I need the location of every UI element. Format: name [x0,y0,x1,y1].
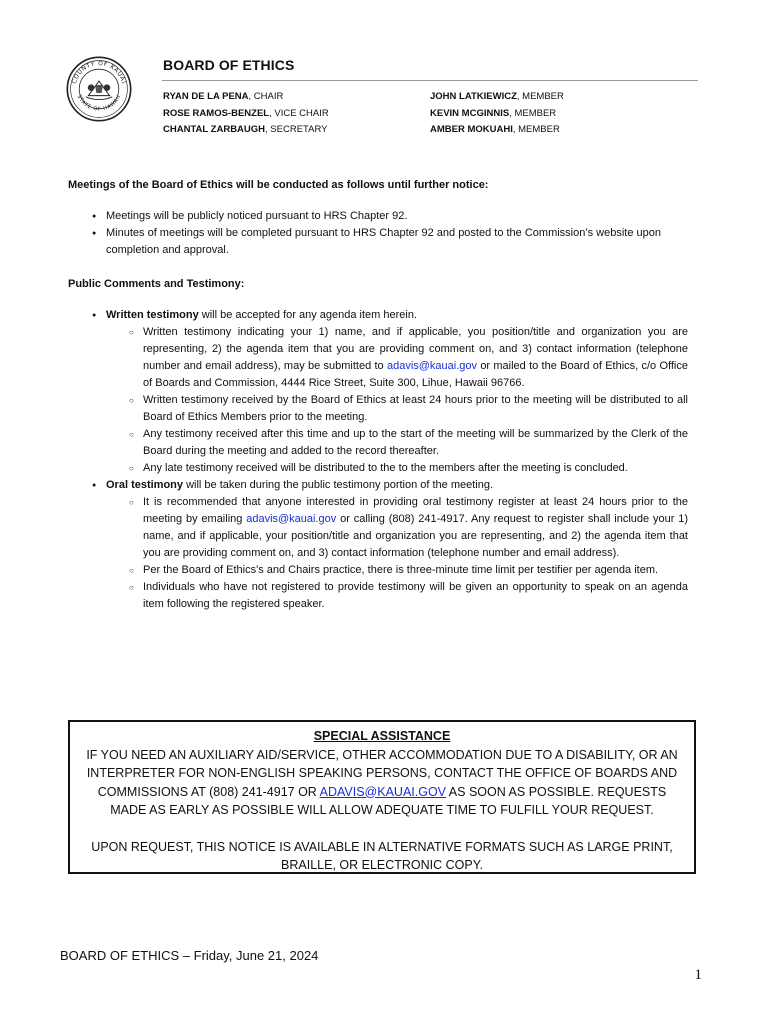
svg-text:COUNTY OF KAUAI: COUNTY OF KAUAI [70,60,128,85]
meetings-list [68,208,688,259]
member-2: KEVIN MCGINNIS, MEMBER [430,107,557,119]
notice-body [68,177,688,613]
svg-text:STATE OF HAWAII: STATE OF HAWAII [75,94,123,113]
testimony-heading: Public Comments and Testimony: [68,278,245,290]
list-item: ○ Written testimony received by the Board of Ethics at least 24 hours prior to the meeting will be distributed to all Board of Ethics Members prior to the meeting. [143,392,688,426]
list-item: ○ Any late testimony received will be distributed to the to the members after the meeting is concluded. [143,460,688,477]
list-item: ○ It is recommended that anyone interested in providing oral testimony register at least 24 hours prior to the meeting by emailing adavis@kauai.gov or calling (808) 241-4917. Any request to register shall include your 1) name, and if applicable, your position/title and organization you are representing, and 2) the agenda item that you are providing comment on, and 3) contact information (telephone number and email address). [143,494,688,562]
list-item: ○ Per the Board of Ethics's and Chairs practice, there is three-minute time limit per testifier per agenda item. [143,562,688,579]
board-title: BOARD OF ETHICS [163,57,295,73]
header-divider [162,80,698,81]
special-assistance-title: SPECIAL ASSISTANCE [313,729,451,743]
member-vice-chair: ROSE RAMOS-BENZEL, VICE CHAIR [163,107,329,119]
email-link[interactable]: adavis@kauai.gov [386,360,478,372]
officers-list [163,89,329,139]
footer-text: BOARD OF ETHICS – Friday, June 21, 2024 [60,948,319,963]
email-link[interactable]: adavis@kauai.gov [246,513,337,525]
county-seal-icon [66,56,132,122]
oral-testimony-item: ● Oral testimony will be taken during the public testimony portion of the meeting. ○ It is recommended that anyone interested in providing oral testimony register at least 24 hours prior to the meeting by emailing adavis@kauai.gov or calling (808) 241-4917. Any request to register shall include your 1) name, and if applicable, your position/title and organization you are representing, and 2) the agenda item that you are providing comment on, and 3) contact information (telephone number and email address). ○ Per the Board of Ethics's and Chairs practice, there is three-minute time limit per testifier per agenda item. ○ Individuals who have not registered to provide testimony will be given an opportunity to speak on an agenda item following the registered speaker. [106,477,688,613]
special-assistance-box [68,720,696,874]
meetings-heading: Meetings of the Board of Ethics will be conducted as follows until further notice: [68,179,489,191]
member-1: JOHN LATKIEWICZ, MEMBER [430,91,564,102]
member-secretary: CHANTAL ZARBAUGH, SECRETARY [163,124,328,135]
member-chair: RYAN DE LA PENA, CHAIR [163,91,284,102]
list-item: ○ Any testimony received after this time and up to the start of the meeting will be summarized by the Clerk of the Board during the meeting and added to the record thereafter. [143,426,688,460]
member-3: AMBER MOKUAHI, MEMBER [430,124,560,135]
list-item: ○ Written testimony indicating your 1) name, and if applicable, you position/title and organization you are representing, 2) the agenda item that you are providing comment on, and 3) contact information (telephone number and email address), may be submitted to adavis@kauai.gov or mailed to the Board of Ethics, c/o Office of Boards and Commission, 4444 Rice Street, Suite 300, Lihue, Hawaii 96766. [143,324,688,392]
list-item: ● Meetings will be publicly noticed pursuant to HRS Chapter 92. [106,208,688,225]
testimony-list [68,307,688,613]
list-item: ○ Individuals who have not registered to provide testimony will be given an opportunity to speak on an agenda item following the registered speaker. [143,579,688,613]
alternative-formats-paragraph: UPON REQUEST, THIS NOTICE IS AVAILABLE IN ALTERNATIVE FORMATS SUCH AS LARGE PRINT, BRAILLE, OR ELECTRONIC COPY. [91,839,673,872]
members-list [430,89,564,139]
page-number: 1 [694,967,702,983]
assistance-paragraph: IF YOU NEED AN AUXILIARY AID/SERVICE, OTHER ACCOMMODATION DUE TO A DISABILITY, OR AN INTERPRETER FOR NON-ENGLISH SPEAKING PERSONS, CONTACT THE OFFICE OF BOARDS AND COMMISSIONS AT (808) 241-4917 OR ADAVIS@KAUAI.GOV AS SOON AS POSSIBLE. REQUESTS MADE AS EARLY AS POSSIBLE WILL ALLOW ADEQUATE TIME TO FULFILL YOUR REQUEST. [86,747,678,817]
written-testimony-item: ● Written testimony will be accepted for any agenda item herein. ○ Written testimony indicating your 1) name, and if applicable, you position/title and organization you are representing, 2) the agenda item that you are providing comment on, and 3) contact information (telephone number and email address), may be submitted to adavis@kauai.gov or mailed to the Board of Ethics, c/o Office of Boards and Commission, 4444 Rice Street, Suite 300, Lihue, Hawaii 96766. ○ Written testimony received by the Board of Ethics at least 24 hours prior to the meeting will be distributed to all Board of Ethics Members prior to the meeting. ○ Any testimony received after this time and up to the start of the meeting will be summarized by the Clerk of the Board during the meeting and added to the record thereafter. ○ Any late testimony received will be distributed to the to the members after the meeting is concluded. [106,307,688,477]
email-link[interactable]: ADAVIS@KAUAI.GOV [319,784,447,799]
list-item: ● Minutes of meetings will be completed pursuant to HRS Chapter 92 and posted to the Commission’s website upon completion and approval. [106,225,688,259]
